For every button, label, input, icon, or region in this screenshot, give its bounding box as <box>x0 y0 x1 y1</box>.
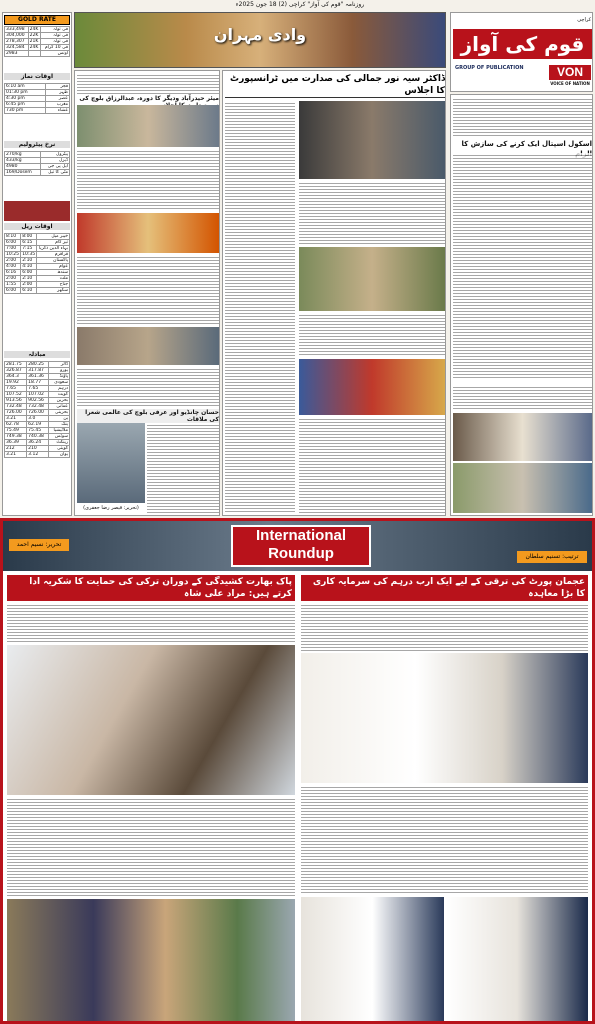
gold-rate-row <box>5 39 70 45</box>
train-cell: 2:00 <box>5 276 21 282</box>
prayer-time-cell: عشاء <box>46 108 70 114</box>
currency-cell: 361.36 <box>27 374 49 380</box>
right-intl-headline: عجمان پورٹ کی ترقی کے لیے ایک ارب درہم کی سرمایہ کاری کا بڑا معاہدہ <box>301 575 588 601</box>
bottom-left-headline: حسان چانڈیو اور عرفی بلوچ کی عالمی شعرا کی ملاقات <box>77 409 219 423</box>
petroleum-cell: مٹی کا تیل <box>40 170 69 176</box>
gold-rate-cell: فی تولہ <box>41 33 70 39</box>
currency-cell: یوآن <box>49 452 70 458</box>
train-cell: 8:10 <box>5 234 21 240</box>
train-cell: 7:00 <box>5 246 21 252</box>
currency-cell: 3.21 <box>5 416 27 422</box>
column-right <box>450 94 593 516</box>
currency-cell: 62.78 <box>5 422 27 428</box>
petroleum-cell: پیٹرول <box>40 152 69 158</box>
currency-cell: 62.19 <box>27 422 49 428</box>
gold-rate-cell: فی تولہ <box>41 27 70 33</box>
right-headline: اسکول اسپتال ایک کرنے کی سازش کا <box>461 140 592 148</box>
gold-rate-table <box>4 26 70 57</box>
train-row <box>5 288 70 294</box>
prayer-time-cell: 01:30 pm <box>5 90 46 96</box>
prayer-time-cell: 6:45 pm <box>5 102 46 108</box>
train-cell: عوام <box>37 264 70 270</box>
petroleum-cell: ڈیزل <box>40 158 69 164</box>
train-cell: جناح <box>37 282 70 288</box>
currency-cell: ین <box>49 416 70 422</box>
left-story-headline: میئر حیدرآباد ودیگر کا دورہ، عبدالرزاق بلوچ کی <box>79 95 219 102</box>
train-cell: 2:00 <box>21 282 37 288</box>
main-photo-3 <box>299 359 445 415</box>
currency-cell: ینگ <box>49 422 70 428</box>
currency-row <box>5 374 70 380</box>
masthead-brand-tagline: VOICE OF NATION <box>550 81 590 86</box>
gold-rate-cell: 304,000 <box>5 33 29 39</box>
currency-cell: سوئس <box>49 434 70 440</box>
main-photo-1 <box>299 101 445 179</box>
currency-cell: ڈالر <box>49 362 70 368</box>
gold-rate-cell: 24K <box>28 45 41 51</box>
gold-rate-cell: 24K <box>28 27 41 33</box>
currency-cell: درہم <box>49 386 70 392</box>
petroleum-title: نرخ پیٹرولیم <box>4 141 70 148</box>
currency-cell: 107.52 <box>5 392 27 398</box>
train-photo <box>4 201 70 221</box>
currency-cell: 317.87 <box>27 368 49 374</box>
prayer-time-cell: 4:30 pm <box>5 96 46 102</box>
currency-cell: 3.21 <box>5 452 27 458</box>
petroleum-cell: 270/kg <box>5 152 41 158</box>
gold-rate-cell: 21K <box>28 39 41 45</box>
portrait-caption: (تحریر: قیصر رضا جعفری) <box>83 505 139 511</box>
right-tag: ترتیب: تسنیم سلطان <box>517 551 587 563</box>
masthead-group: GROUP OF PUBLICATION <box>455 65 524 71</box>
currency-cell: پاؤنڈ <box>49 374 70 380</box>
prayer-time-cell: ظہر <box>46 90 70 96</box>
currency-cell: 740.38 <box>27 434 49 440</box>
train-cell: 2:10 <box>21 258 37 264</box>
gold-rate-cell: فی 10 گرام <box>41 45 70 51</box>
train-cell: 4:10 <box>21 264 37 270</box>
currency-cell: 18.77 <box>27 380 49 386</box>
main-headline: ڈاکٹر سیہ نور جمالی کی صدارت میں ٹرانسپورٹ کا اجلاس <box>225 73 445 98</box>
trains-table <box>4 233 70 294</box>
gold-rate-cell: 2983 <box>5 51 29 57</box>
currency-cell: 3.0 <box>27 416 49 422</box>
currency-row <box>5 386 70 392</box>
column-left-stories <box>74 70 220 516</box>
currency-cell: 75.45 <box>27 428 49 434</box>
left-intl-headline: پاک بھارت کشیدگی کے دوران ترکی کی حمایت کا شکریہ ادا کرتے ہیں: مراد علی شاہ <box>7 575 295 601</box>
prayer-times-table <box>4 83 70 114</box>
petroleum-table <box>4 151 70 176</box>
banner-image <box>74 12 446 68</box>
gold-rate-cell <box>28 51 41 57</box>
gold-rate-cell: 278,307 <box>5 39 29 45</box>
train-cell: قراقرم <box>37 252 70 258</box>
story-photo-2 <box>77 213 219 253</box>
right-intl-photo-2 <box>301 897 444 1021</box>
currency-cell: 280.25 <box>27 362 49 368</box>
gold-rate-row <box>5 45 70 51</box>
currency-cell: 726.00 <box>5 410 27 416</box>
currency-cell: 210 <box>27 446 49 452</box>
right-photo-2 <box>453 463 592 513</box>
story-photo-3 <box>77 327 219 365</box>
train-cell: 2:00 <box>5 258 21 264</box>
left-intl-photo-1 <box>7 645 295 795</box>
petroleum-cell: 433/kg <box>5 158 41 164</box>
right-intl-photo-1 <box>301 653 588 783</box>
currency-table <box>4 361 70 458</box>
train-cell: 6:00 <box>21 270 37 276</box>
masthead-title-bar <box>453 29 592 59</box>
petroleum-cell: 169/Dosem <box>5 170 41 176</box>
left-intl-photo-2 <box>7 899 295 1021</box>
gold-rate-row <box>5 33 70 39</box>
train-cell: تیز گام <box>37 240 70 246</box>
currency-cell: یورو <box>49 368 70 374</box>
roundup-title-box <box>231 525 371 567</box>
currency-cell: 732.48 <box>27 404 49 410</box>
train-cell: 10:35 <box>22 252 36 257</box>
currency-cell: 364.3 <box>5 374 27 380</box>
column-main-story <box>222 70 446 516</box>
gold-rate-cell: 22K <box>28 33 41 39</box>
train-cell: 6:00 <box>5 240 21 246</box>
train-cell: بہاء الدین ذکریا <box>38 246 68 251</box>
petroleum-cell: 4980 <box>5 164 41 170</box>
roundup-title-line1: International <box>255 527 346 544</box>
masthead-brand: VON <box>549 65 591 80</box>
currency-cell: 749.38 <box>5 434 27 440</box>
train-cell: سکھر <box>37 288 70 294</box>
currency-cell: کویت <box>49 392 70 398</box>
currency-cell: 726.00 <box>27 410 49 416</box>
gold-rate-row <box>5 27 70 33</box>
international-section <box>0 518 595 1024</box>
currency-cell: 7.65 <box>5 386 27 392</box>
currency-row <box>5 392 70 398</box>
train-cell: 6:15 <box>21 240 37 246</box>
masthead-title: قوم کی آواز <box>460 32 585 56</box>
train-cell: 6:16 <box>5 270 21 276</box>
currency-cell: 732.48 <box>5 404 27 410</box>
story-photo-1 <box>77 105 219 147</box>
currency-row <box>5 440 70 446</box>
train-cell: 10:25 <box>6 252 19 257</box>
gold-rate-box <box>4 15 70 69</box>
train-cell: ملت <box>37 276 70 282</box>
currency-cell: 212 <box>5 446 27 452</box>
portrait-photo <box>77 423 145 503</box>
masthead-city: کراچی <box>577 17 591 23</box>
train-cell: 6:00 <box>5 288 21 294</box>
currency-cell: 913.56 <box>5 398 27 404</box>
currency-cell: بحرینی <box>49 410 70 416</box>
currency-title: مبادلہ <box>4 351 70 358</box>
gold-rate-cell: فی تولہ <box>41 39 70 45</box>
train-cell: 2:10 <box>21 276 37 282</box>
prayer-time-cell: 6:10 am <box>5 84 46 90</box>
currency-cell: 75.49 <box>5 428 27 434</box>
currency-row <box>5 428 70 434</box>
banner-label: وادی مہران <box>213 25 307 44</box>
currency-cell: 902.56 <box>27 398 49 404</box>
train-cell: 4:00 <box>5 264 21 270</box>
currency-cell: بحرین <box>49 398 70 404</box>
train-cell: 8:00 <box>21 234 37 240</box>
prayer-time-row <box>5 108 70 114</box>
roundup-banner <box>3 521 592 571</box>
prayer-time-cell: فجر <box>46 84 70 90</box>
currency-cell: رینگٹ <box>49 440 70 446</box>
petroleum-row <box>5 170 70 176</box>
petroleum-cell: ایل پی جی <box>40 164 69 170</box>
train-cell: خیبر میل <box>37 234 70 240</box>
right-intl-photo-3 <box>446 897 588 1021</box>
currency-cell: 7.65 <box>27 386 49 392</box>
gold-rate-title: GOLD RATE <box>4 15 70 25</box>
currency-row <box>5 404 70 410</box>
roundup-title-line2: Roundup <box>268 545 334 562</box>
currency-cell: 107.02 <box>27 392 49 398</box>
currency-row <box>5 410 70 416</box>
currency-cell: 19.92 <box>5 380 27 386</box>
currency-row <box>5 380 70 386</box>
currency-cell: عمانی <box>49 404 70 410</box>
train-cell: 7:15 <box>21 246 37 252</box>
currency-cell: 36.39 <box>5 440 27 446</box>
left-sidebar <box>2 12 72 516</box>
currency-cell: 326.87 <box>5 368 27 374</box>
currency-cell: 281.75 <box>5 362 27 368</box>
edition-line: روزنامہ "قوم کی آواز" کراچی (2) 18 جون 2025ء <box>235 1 365 8</box>
masthead <box>450 12 593 92</box>
prayer-time-cell: عصر <box>46 96 70 102</box>
currency-cell: ملائیشیا <box>49 428 70 434</box>
currency-cell: 36.24 <box>27 440 49 446</box>
right-photo-1 <box>453 413 592 461</box>
currency-row <box>5 398 70 404</box>
currency-row <box>5 368 70 374</box>
train-cell: 1:55 <box>5 282 21 288</box>
currency-row <box>5 434 70 440</box>
gold-rate-cell: اونس <box>41 51 70 57</box>
prayer-time-cell: 730 pm <box>5 108 46 114</box>
left-tag: تحریر: نسیم احمد <box>9 539 69 551</box>
prayer-time-cell: مغرب <box>46 102 70 108</box>
currency-cell: کویتی <box>49 446 70 452</box>
currency-row <box>5 452 70 458</box>
train-cell: 6:10 <box>21 288 37 294</box>
train-cell: پاکستان <box>37 258 70 264</box>
prayer-times-title: اوقات نماز <box>4 73 70 80</box>
currency-cell: سعودی <box>49 380 70 386</box>
train-cell: سندھ <box>37 270 70 276</box>
trains-title: اوقات ریل <box>4 223 70 230</box>
gold-rate-cell: 333,498 <box>5 27 29 33</box>
gold-rate-row <box>5 51 70 57</box>
gold-rate-cell: 324,584 <box>5 45 29 51</box>
main-photo-2 <box>299 247 445 311</box>
currency-cell: 3.12 <box>27 452 49 458</box>
